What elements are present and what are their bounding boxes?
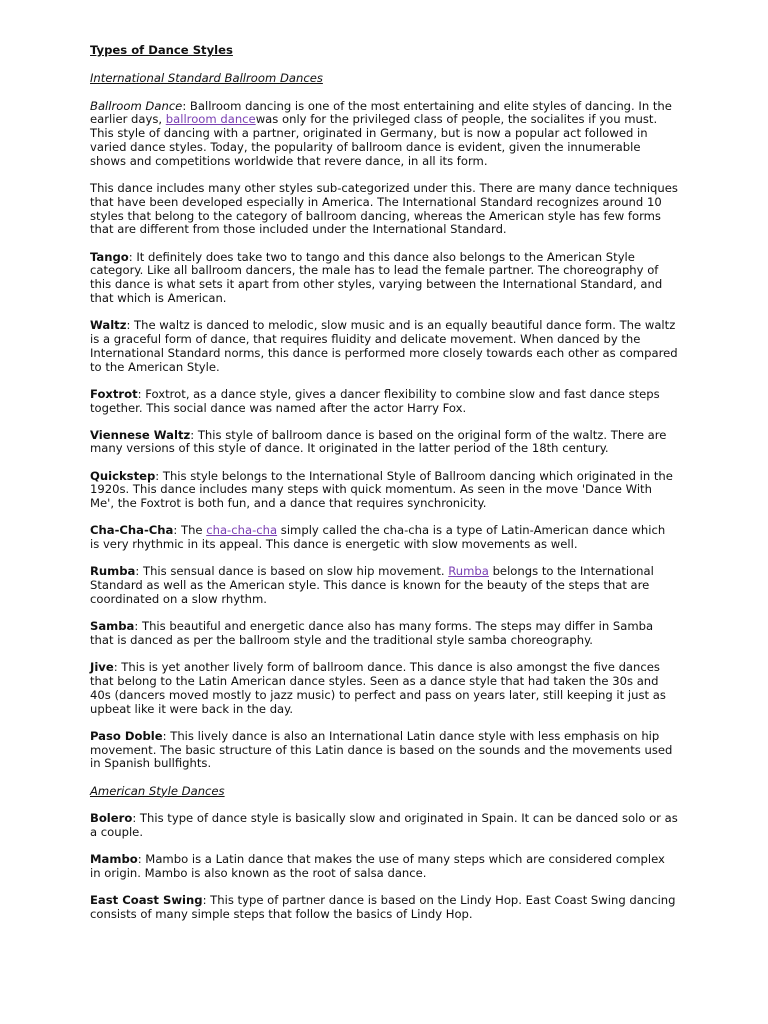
ballroom-dance-link[interactable]: ballroom dance xyxy=(165,112,256,127)
cha-cha-text-after-link: simply called the cha-cha is a type of Latin-American dance which is very rhythmic in its appeal. This dance is energetic with slow movements as well. xyxy=(90,523,666,552)
section-heading-international: International Standard Ballroom Dances xyxy=(90,70,323,85)
term-mambo: Mambo xyxy=(90,852,138,867)
viennese-waltz-text: : This style of ballroom dance is based on the original form of the waltz. There are many versions of this style of dance. It originated in the latter period of the 18th century. xyxy=(90,427,667,456)
ballroom-text-after-link: was only for the privileged class of people, the socialites if you must. This style of dancing with a partner, originated in Germany, but is now a popular act followed in varied dance styles. Today, the popularity of ballroom dance is evident, given the innumerable shows and competitions worldwide that revere dance, in all its form. xyxy=(90,112,658,168)
term-bolero: Bolero xyxy=(90,811,133,826)
term-foxtrot: Foxtrot xyxy=(90,386,138,401)
paragraph-east-coast-swing xyxy=(90,894,678,922)
section-heading-american: American Style Dances xyxy=(90,783,225,798)
paragraph-mambo xyxy=(90,853,678,881)
ballroom-text-before-link: : Ballroom dancing is one of the most entertaining and elite styles of dancing. In the earlier days, xyxy=(90,98,672,127)
term-viennese-waltz: Viennese Waltz xyxy=(90,427,191,442)
waltz-text: : The waltz is danced to melodic, slow music and is an equally beautiful dance form. The waltz is a graceful form of dance, that requires fluidity and delicate movement. When danced by the International Standard norms, this dance is performed more closely towards each other as compared to the American Style. xyxy=(90,318,678,374)
paragraph-ballroom-dance xyxy=(90,100,678,169)
term-rumba: Rumba xyxy=(90,564,136,579)
term-tango: Tango xyxy=(90,249,129,264)
east-coast-swing-text: : This type of partner dance is based on the Lindy Hop. East Coast Swing dancing consists of many simple steps that follow the basics of Lindy Hop. xyxy=(90,893,676,922)
paragraph-viennese-waltz xyxy=(90,429,678,457)
term-quickstep: Quickstep xyxy=(90,468,156,483)
paragraph-paso-doble xyxy=(90,730,678,771)
document-page xyxy=(90,44,678,935)
document-title: Types of Dance Styles xyxy=(90,43,233,57)
samba-text: : This beautiful and energetic dance also has many forms. The steps may differ in Samba that is danced as per the ballroom style and the traditional style samba choreography. xyxy=(90,619,654,648)
paragraph-foxtrot xyxy=(90,388,678,416)
jive-text: : This is yet another lively form of ballroom dance. This dance is also amongst the five dances that belong to the Latin American dance styles. Seen as a dance style that had taken the 30s and 40s (dancers moved mostly to jazz music) to perfect and pass on years later, still keeping it just as upbeat like it were back in the day. xyxy=(90,660,666,716)
cha-cha-text-before-link: : The xyxy=(173,523,207,538)
term-waltz: Waltz xyxy=(90,318,127,333)
rumba-link[interactable]: Rumba xyxy=(448,564,489,579)
term-cha-cha-cha: Cha-Cha-Cha xyxy=(90,523,174,538)
term-jive: Jive xyxy=(90,660,114,675)
rumba-text-before-link: : This sensual dance is based on slow hip movement. xyxy=(135,564,449,579)
quickstep-text: : This style belongs to the International Style of Ballroom dancing which originated in the 1920s. This dance includes many steps with quick momentum. As seen in the move 'Dance With Me', the Foxtrot is both fun, and a dance that requires synchronicity. xyxy=(90,468,673,511)
tango-text: : It definitely does take two to tango and this dance also belongs to the American Style category. Like all ballroom dancers, the male has to lead the female partner. The choreography of this dance is what sets it apart from other styles, varying between the International Standard, and that which is American. xyxy=(90,249,663,305)
paragraph-waltz xyxy=(90,319,678,374)
paragraph-jive xyxy=(90,661,678,716)
paragraph-intro: This dance includes many other styles sub-categorized under this. There are many dance techniques that have been developed especially in America. The International Standard recognizes around 10 styles that belong to the category of ballroom dancing, whereas the American style has few forms that are different from those included under the International Standard. xyxy=(90,180,678,237)
paso-doble-text: : This lively dance is also an International Latin dance style with less emphasis on hip movement. The basic structure of this Latin dance is based on the sounds and the movements used in Spanish bullfights. xyxy=(90,728,673,771)
term-east-coast-swing: East Coast Swing xyxy=(90,893,203,908)
term-paso-doble: Paso Doble xyxy=(90,728,163,743)
paragraph-quickstep xyxy=(90,470,678,511)
term-ballroom-dance: Ballroom Dance xyxy=(90,98,183,113)
paragraph-cha-cha-cha xyxy=(90,524,678,552)
term-samba: Samba xyxy=(90,619,135,634)
rumba-text-after-link: belongs to the International Standard as well as the American style. This dance is known for the beauty of the steps that are coordinated on a slow rhythm. xyxy=(90,564,654,607)
paragraph-bolero xyxy=(90,812,678,840)
bolero-text: : This type of dance style is basically slow and originated in Spain. It can be danced solo or as a couple. xyxy=(90,811,678,840)
mambo-text: : Mambo is a Latin dance that makes the use of many steps which are considered complex in origin. Mambo is also known as the root of salsa dance. xyxy=(90,852,665,881)
cha-cha-cha-link[interactable]: cha-cha-cha xyxy=(206,523,278,538)
paragraph-tango xyxy=(90,251,678,306)
paragraph-rumba xyxy=(90,565,678,606)
paragraph-samba xyxy=(90,620,678,648)
foxtrot-text: : Foxtrot, as a dance style, gives a dancer flexibility to combine slow and fast dance steps together. This social dance was named after the actor Harry Fox. xyxy=(90,386,660,415)
